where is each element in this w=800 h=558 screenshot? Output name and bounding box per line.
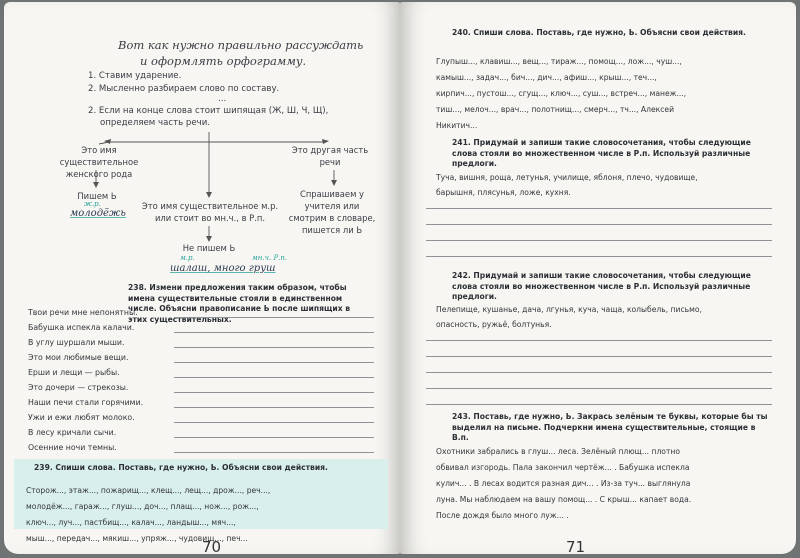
task-239-line-1: Сторож..., этаж..., пожарищ..., клещ..., лещ..., дрож..., реч..., bbox=[26, 486, 271, 495]
task-243-number: 243. bbox=[452, 412, 471, 421]
task-242-words-2: опасность, ружьё, болтунья. bbox=[436, 320, 552, 329]
page-number-71: 71 bbox=[566, 538, 586, 554]
task-239-instruction bbox=[34, 463, 374, 474]
mark-masc-2: мн.ч. Р.п. bbox=[252, 254, 288, 262]
node-other-action: Спрашиваем у учителя или смотрим в словаре, пишется ли Ь bbox=[288, 189, 376, 235]
answer-line bbox=[426, 404, 772, 405]
answer-line bbox=[174, 392, 374, 393]
task-242-instruction bbox=[452, 271, 774, 303]
task-239-line-4: мыш..., передач..., мякиш..., упряж..., чудовищ..., печ... bbox=[26, 534, 248, 543]
answer-line bbox=[174, 422, 374, 423]
task-243-line-1: Охотники забрались в глуш... леса. Зелёный плющ... плотно bbox=[436, 447, 680, 456]
answer-line bbox=[174, 407, 374, 408]
sentence-1: Твои речи мне непонятны. bbox=[28, 308, 138, 317]
task-240-line-5: Никитич... bbox=[436, 121, 478, 130]
answer-line bbox=[426, 256, 772, 257]
node-feminine-action: Пишем Ь bbox=[77, 191, 117, 201]
step-1: 1. Ставим ударение. bbox=[88, 71, 182, 81]
sentence-6: Это дочери — стрекозы. bbox=[28, 383, 129, 392]
step-3-cont: определяем часть речи. bbox=[100, 118, 211, 128]
answer-line bbox=[426, 388, 772, 389]
example-masculine: шалаш, много груш bbox=[170, 263, 276, 274]
task-239-number: 239. bbox=[34, 463, 53, 472]
task-240-line-1: Глупыш..., клавиш..., вещ..., тираж..., помощ..., лож..., чуш..., bbox=[436, 57, 682, 66]
sentence-4: Это мои любимые вещи. bbox=[28, 353, 129, 362]
answer-line bbox=[426, 240, 772, 241]
task-243-line-4: луна. Мы наблюдаем на вашу помощ... . С крыш... капает вода. bbox=[436, 495, 692, 504]
sentence-9: В лесу кричали сычи. bbox=[28, 428, 117, 437]
mark-fem: ж.р. bbox=[84, 200, 101, 208]
answer-line bbox=[174, 332, 374, 333]
sentence-3: В углу шуршали мыши. bbox=[28, 338, 125, 347]
sentence-8: Ужи и ежи любят молоко. bbox=[28, 413, 135, 422]
answer-line bbox=[174, 317, 374, 318]
node-masculine: Это имя существительное м.р. или стоит во мн.ч., в Р.п. bbox=[141, 201, 279, 223]
task-242-text: Придумай и запиши такие словосочетания, чтобы следующие слова стояли во множественном числе в Р.п. Используй различные предлоги. bbox=[452, 271, 751, 302]
task-240-line-3: кирпич..., пустош..., сгущ..., ключ..., суш..., встреч..., манеж..., bbox=[436, 89, 687, 98]
task-239-line-3: ключ..., луч..., пастбищ..., калач..., ландыш..., мяч..., bbox=[26, 518, 236, 527]
sentence-2: Бабушка испекла калачи. bbox=[28, 323, 135, 332]
node-other: Это другая часть речи bbox=[291, 145, 369, 167]
intro-title-line2: и оформлять орфограмму. bbox=[140, 54, 307, 68]
answer-line bbox=[174, 377, 374, 378]
task-243-line-3: кулич... . В лесах водится разная дич... . Из-за туч... выглянула bbox=[436, 479, 691, 488]
mark-masc-1: м.р. bbox=[180, 254, 195, 262]
task-240-line-2: камыш..., задач..., бич..., дич..., афиш..., крыш..., теч..., bbox=[436, 73, 657, 82]
task-242-words-1: Пелепище, кушанье, дача, лгунья, куча, чаща, колыбель, письмо, bbox=[436, 305, 702, 314]
task-241-number: 241. bbox=[452, 138, 471, 147]
task-238-number: 238. bbox=[128, 283, 147, 292]
task-239-text: Спиши слова. Поставь, где нужно, Ь. Объясни свои действия. bbox=[55, 463, 328, 472]
task-240-line-4: тиш..., мелоч..., врач..., полотнищ..., смерч..., тч..., Алексей bbox=[436, 105, 675, 114]
node-masculine-action: Не пишем Ь bbox=[182, 243, 236, 253]
task-238-instruction bbox=[128, 283, 368, 325]
task-240-number: 240. bbox=[452, 28, 471, 37]
answer-line bbox=[174, 362, 374, 363]
sentence-5: Ерши и лещи — рыбы. bbox=[28, 368, 120, 377]
task-243-line-2: обвивал изгородь. Пала закончил чертёж... . Бабушка испекла bbox=[436, 463, 690, 472]
task-241-instruction bbox=[452, 138, 774, 170]
task-241-text: Придумай и запиши такие словосочетания, чтобы следующие слова стояли во множественном числе в Р.п. Используй различные предлоги. bbox=[452, 138, 751, 169]
sentence-10: Осенние ночи темны. bbox=[28, 443, 117, 452]
intro-title-line1: Вот как нужно правильно рассуждать bbox=[118, 38, 364, 52]
answer-line bbox=[426, 356, 772, 357]
step-2: 2. Мысленно разбираем слово по составу. bbox=[88, 84, 280, 94]
page-number-70: 70 bbox=[202, 538, 222, 554]
task-239-line-2: молодёж..., гараж..., глуш..., доч..., плащ..., нож..., рож..., bbox=[26, 502, 259, 511]
answer-line bbox=[426, 372, 772, 373]
task-243-instruction bbox=[452, 412, 774, 444]
task-241-words-2: барышня, плясунья, ложе, кухня. bbox=[436, 188, 571, 197]
node-feminine: Это имя существительное женского рода bbox=[59, 145, 139, 179]
left-page bbox=[4, 2, 400, 554]
step-ellipsis: ... bbox=[218, 94, 227, 104]
answer-line bbox=[426, 224, 772, 225]
task-243-text: Поставь, где нужно, Ь. Закрась зелёным те буквы, которые бы ты выделил на письме. Подчеркни имена существительные, стоящие в В.п. bbox=[452, 412, 768, 443]
sentence-7: Наши печи стали горячими. bbox=[28, 398, 144, 407]
task-238-text: Измени предложения таким образом, чтобы имена существительные стояли в единственном числе. Объясни правописание Ь после шипящих в этих существительных. bbox=[128, 283, 351, 324]
task-240-text: Спиши слова. Поставь, где нужно, Ь. Объясни свои действия. bbox=[473, 28, 746, 37]
example-feminine: молодёжь bbox=[70, 208, 126, 219]
task-240-instruction bbox=[452, 28, 768, 39]
answer-line bbox=[174, 452, 374, 453]
task-242-number: 242. bbox=[452, 271, 471, 280]
step-3: 2. Если на конце слова стоит шипящая (Ж, Ш, Ч, Щ), bbox=[88, 106, 329, 116]
right-page bbox=[400, 2, 796, 554]
answer-line bbox=[426, 340, 772, 341]
answer-line bbox=[174, 437, 374, 438]
task-243-line-5: После дождя было много луж... . bbox=[436, 511, 569, 520]
answer-line bbox=[426, 208, 772, 209]
task-241-words-1: Туча, вишня, роща, летунья, училище, яблоня, плечо, чудовище, bbox=[436, 173, 698, 182]
answer-line bbox=[174, 347, 374, 348]
